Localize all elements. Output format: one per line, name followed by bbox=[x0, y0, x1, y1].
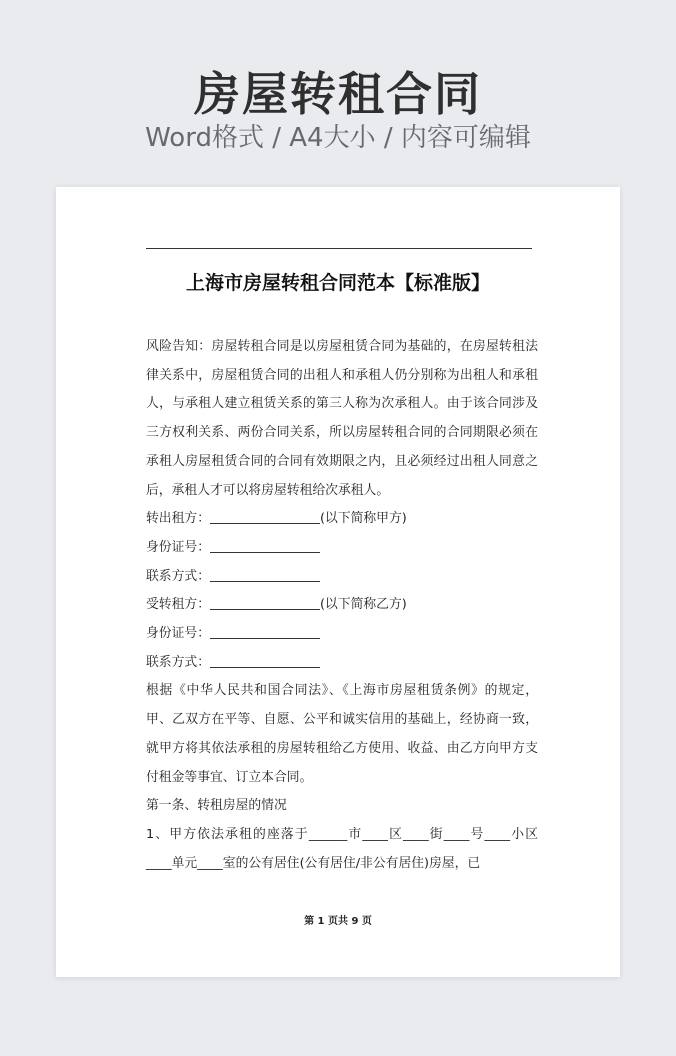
party-b-contact-blank[interactable] bbox=[210, 653, 320, 668]
party-a-id-label: 身份证号： bbox=[146, 539, 210, 555]
party-a-suffix: (以下简称甲方) bbox=[319, 511, 407, 527]
document-title: 上海市房屋转租合同范本【标准版】 bbox=[185, 272, 490, 294]
party-a-id-blank[interactable] bbox=[210, 538, 320, 553]
document-page bbox=[56, 187, 620, 977]
page-number: 第 1 页共 9 页 bbox=[304, 916, 372, 927]
party-a-id-line bbox=[146, 534, 538, 563]
party-a-line bbox=[146, 505, 538, 534]
header-rule bbox=[146, 248, 532, 249]
party-b-label: 受转租方： bbox=[146, 597, 210, 613]
banner-title: 房屋转租合同 bbox=[194, 67, 482, 121]
party-b-id-line bbox=[146, 620, 538, 649]
party-a-contact-blank[interactable] bbox=[210, 567, 320, 582]
document-body bbox=[146, 333, 538, 878]
legal-basis-paragraph: 根据《中华人民共和国合同法》、《上海市房屋租赁条例》的规定，甲、乙双方在平等、自愿、公平和诚实信用的基础上，经协商一致，就甲方将其依法承租的房屋转租给乙方使用、收益、由乙方向甲方支付租金等事宜、订立本合同。 bbox=[146, 683, 538, 785]
party-b-contact-line bbox=[146, 649, 538, 678]
party-b-suffix: (以下简称乙方) bbox=[319, 597, 407, 613]
banner-subtitle: Word格式 / A4大小 / 内容可编辑 bbox=[145, 123, 531, 153]
article1-heading: 第一条、转租房屋的情况 bbox=[146, 798, 287, 814]
article1-text: 1、甲方依法承租的座落于______市____区____街____号____小区____单元____室的公有居住(公有居住/非公有居住)房屋，已 bbox=[146, 826, 538, 871]
party-a-contact-label: 联系方式： bbox=[146, 568, 210, 584]
party-b-id-label: 身份证号： bbox=[146, 626, 210, 642]
party-b-id-blank[interactable] bbox=[210, 624, 320, 639]
party-b-blank[interactable] bbox=[210, 595, 320, 610]
party-a-blank[interactable] bbox=[210, 509, 320, 524]
party-b-contact-label: 联系方式： bbox=[146, 654, 210, 670]
party-b-line bbox=[146, 591, 538, 620]
party-a-contact-line bbox=[146, 563, 538, 592]
party-a-label: 转出租方： bbox=[146, 511, 210, 527]
risk-notice-paragraph: 风险告知：房屋转租合同是以房屋租赁合同为基础的，在房屋转租法律关系中，房屋租赁合同的出租人和承租人仍分别称为出租人和承租人，与承租人建立租赁关系的第三人称为次承租人。由于该合同涉及三方权利关系、两份合同关系，所以房屋转租合同的合同期限必须在承租人房屋租赁合同的合同有效期限之内，且必须经过出租人同意之后，承租人才可以将房屋转租给次承租人。 bbox=[146, 339, 538, 498]
